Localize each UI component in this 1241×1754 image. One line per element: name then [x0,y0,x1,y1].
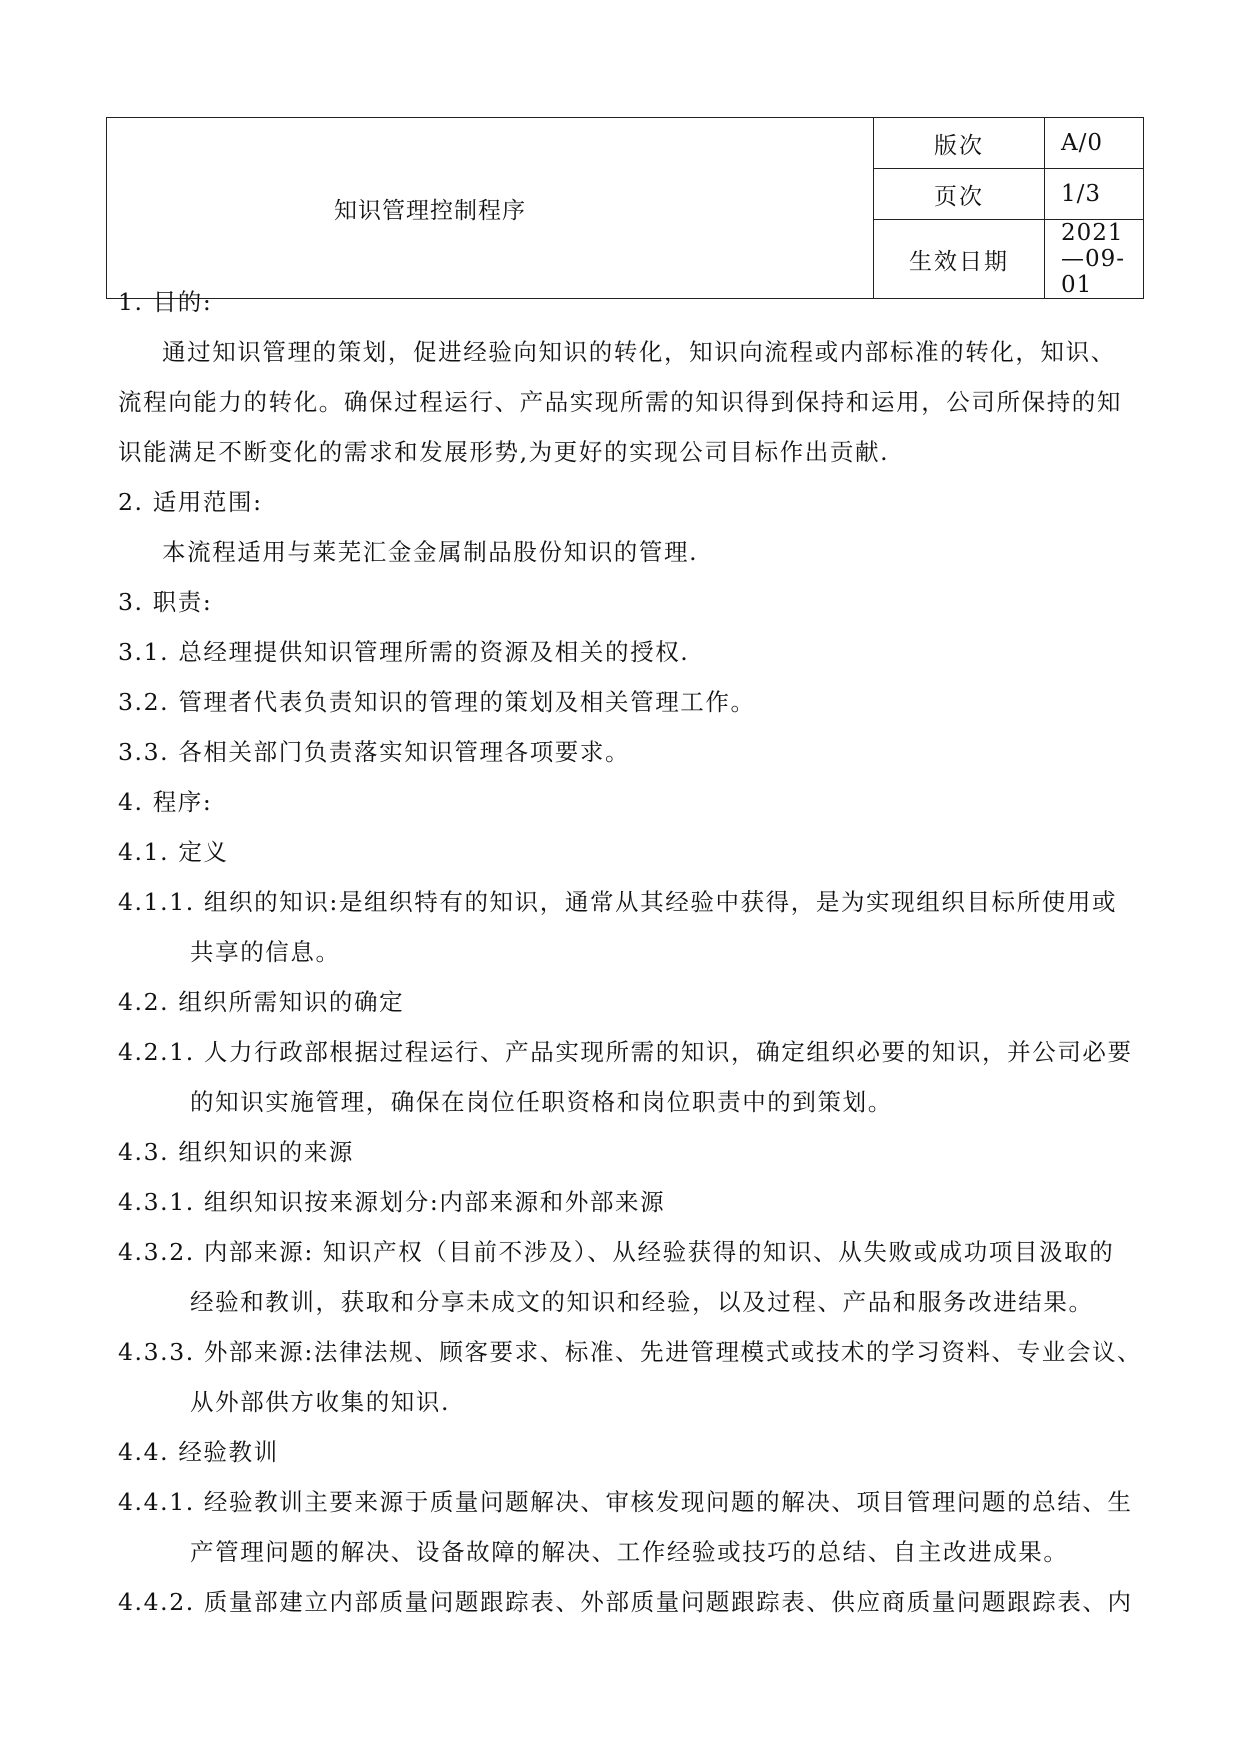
paragraph-line: 从外部供方收集的知识. [190,1388,451,1416]
paragraph-line: 2. 适用范围: [118,488,263,516]
page-label: 页次 [874,169,1045,220]
effective-date-label: 生效日期 [874,220,1045,299]
document-title: 知识管理控制程序 [107,118,874,299]
paragraph-line: 本流程适用与莱芜汇金金属制品股份知识的管理. [162,538,699,566]
document-header-table [106,117,1144,299]
paragraph-line: 4. 程序: [118,788,213,816]
paragraph-line: 4.4.1. 经验教训主要来源于质量问题解决、审核发现问题的解决、项目管理问题的总结、生 [118,1488,1133,1516]
paragraph-line: 产管理问题的解决、设备故障的解决、工作经验或技巧的总结、自主改进成果。 [190,1538,1069,1566]
effective-date-value: 2021—09-01 [1045,220,1144,299]
paragraph-line: 3.1. 总经理提供知识管理所需的资源及相关的授权. [118,638,690,666]
paragraph-line: 3. 职责: [118,588,213,616]
paragraph-line: 经验和教训，获取和分享未成文的知识和经验，以及过程、产品和服务改进结果。 [190,1288,1094,1316]
page-value: 1/3 [1045,169,1144,220]
paragraph-line: 4.4. 经验教训 [118,1438,279,1466]
paragraph-line: 流程向能力的转化。确保过程运行、产品实现所需的知识得到保持和运用，公司所保持的知 [118,388,1122,416]
paragraph-line: 3.3. 各相关部门负责落实知识管理各项要求。 [118,738,631,766]
paragraph-line: 3.2. 管理者代表负责知识的管理的策划及相关管理工作。 [118,688,756,716]
paragraph-line: 4.3.2. 内部来源: 知识产权（目前不涉及）、从经验获得的知识、从失败或成功项目汲取的 [118,1238,1115,1266]
paragraph-line: 识能满足不断变化的需求和发展形势,为更好的实现公司目标作出贡献. [118,438,890,466]
paragraph-line: 通过知识管理的策划，促进经验向知识的转化，知识向流程或内部标准的转化，知识、 [162,338,1116,366]
version-value: A/0 [1045,118,1144,169]
paragraph-line: 4.2.1. 人力行政部根据过程运行、产品实现所需的知识，确定组织必要的知识，并公司必要 [118,1038,1133,1066]
paragraph-line: 1. 目的: [118,288,213,316]
paragraph-line: 共享的信息。 [190,938,341,966]
paragraph-line: 4.1. 定义 [118,838,229,866]
version-label: 版次 [874,118,1045,169]
paragraph-line: 4.2. 组织所需知识的确定 [118,988,405,1016]
paragraph-line: 4.1.1. 组织的知识:是组织特有的知识，通常从其经验中获得，是为实现组织目标所使用或 [118,888,1118,916]
paragraph-line: 4.3.1. 组织知识按来源划分:内部来源和外部来源 [118,1188,666,1216]
paragraph-line: 4.4.2. 质量部建立内部质量问题跟踪表、外部质量问题跟踪表、供应商质量问题跟踪表、内 [118,1588,1133,1616]
paragraph-line: 4.3. 组织知识的来源 [118,1138,355,1166]
document-body [118,277,1143,1627]
paragraph-line: 4.3.3. 外部来源:法律法规、顾客要求、标准、先进管理模式或技术的学习资料、专业会议、 [118,1338,1143,1366]
paragraph-line: 的知识实施管理，确保在岗位任职资格和岗位职责中的到策划。 [190,1088,893,1116]
